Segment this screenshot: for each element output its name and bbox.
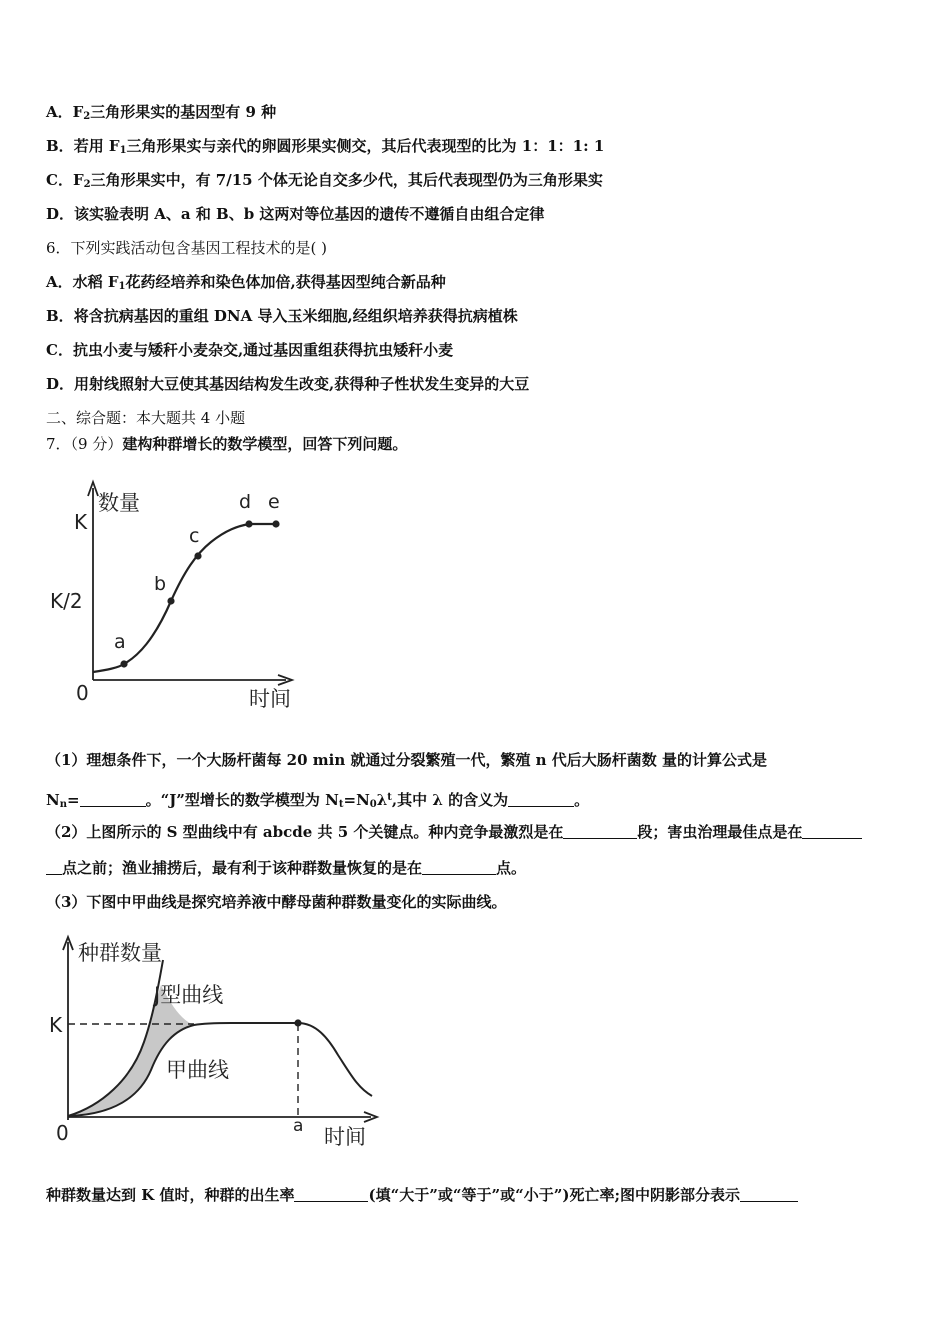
q5-option-c: C．$F_2$三角形果实中，有 7/15 个体无论自交多少代，其后代表现型仍为三角形果实 [46,171,603,190]
q7-part2-line2: 点之前；渔业捕捞后，最有利于该种群数量恢复的是在 点。 [46,858,526,878]
fig1-y-label: 数量 [98,491,140,515]
q5-option-b: B．若用 $F_1$三角形果实与亲代的卵圆形果实侧交，其后代表现型的比为 1：1：1: 1 [46,137,605,156]
blank-fishing-point[interactable] [422,860,496,875]
fig1-k-label: K [74,510,88,534]
fig2-y-label: 种群数量 [78,941,162,965]
fig1-label-c: c [189,525,200,547]
blank-birth-rate[interactable] [294,1187,368,1202]
q5-option-d: D．该实验表明 A、a 和 B、b 这两对等位基因的遗传不遵循自由组合定律 [46,205,545,223]
q6-option-d: D．用射线照射大豆使其基因结构发生改变,获得种子性状发生变异的大豆 [46,375,530,393]
blank-shaded-meaning[interactable] [740,1187,798,1202]
fig1-half-k-label: K/2 [50,589,83,613]
j-curve-figure [46,930,386,1155]
fig2-point-a [294,1019,301,1026]
fig2-a-label: a [293,1116,304,1136]
q6-option-b: B．将含抗病基因的重组 DNA 导入玉米细胞,经组织培养获得抗病植株 [46,307,518,325]
q7-part2-line1: （2）上图所示的 S 型曲线中有 abcde 共 5 个关键点。种内竞争最激烈是在 段；害虫治理最佳点是在 [46,822,862,842]
q7-part3: （3）下图中甲曲线是探究培养液中酵母菌种群数量变化的实际曲线。 [46,893,507,911]
fig1-label-a: a [114,631,126,653]
fig2-x-label: 时间 [324,1125,366,1149]
fig1-point-d [245,520,252,527]
q7-part1-line2: $N_n=$ 。“J”型增长的数学模型为 $N_t=N_0\lambda^t$,其中 λ 的含义为 。 [46,791,590,810]
fig2-k-label: K [49,1013,63,1037]
blank-lambda[interactable] [508,792,574,807]
q6-option-a: A．水稻 $F_1$花药经培养和染色体加倍,获得基因型纯合新品种 [46,273,446,292]
q7-part3-question: 种群数量达到 K 值时，种群的出生率 (填“大于”或“等于”或“小于”)死亡率;图中阴影部分表示 [46,1185,798,1205]
fig1-label-e: e [268,491,280,513]
fig1-label-d: d [239,491,252,513]
q7-stem: 7．（9 分）建构种群增长的数学模型，回答下列问题。 [46,435,408,453]
q7-part1-line1: （1）理想条件下，一个大肠杆菌每 20 min 就通过分裂繁殖一代，繁殖 n 代后大肠杆菌数 量的计算公式是 [46,751,768,769]
blank-pest-point[interactable] [802,824,862,839]
q6-stem: 6．下列实践活动包含基因工程技术的是( ) [46,239,328,257]
q6-option-c: C．抗虫小麦与矮秆小麦杂交,通过基因重组获得抗虫矮秆小麦 [46,341,454,359]
blank-competition[interactable] [563,824,637,839]
fig1-origin: 0 [76,681,89,705]
fig1-label-b: b [154,573,167,595]
blank-pest-point-cont[interactable] [46,860,62,875]
fig1-point-a [120,660,127,667]
blank-formula[interactable] [80,792,146,807]
s-curve-figure [46,470,316,720]
fig1-x-label: 时间 [249,687,291,711]
fig2-origin: 0 [56,1121,69,1145]
fig2-j-label: J型曲线 [154,983,224,1007]
q5-option-a: A．$F_2$三角形果实的基因型有 9 种 [46,103,277,122]
fig1-point-e [272,520,279,527]
fig1-point-c [194,552,201,559]
fig2-jia-label: 甲曲线 [166,1058,229,1082]
fig1-point-b [167,597,174,604]
section-heading: 二、综合题：本大题共 4 小题 [46,409,246,427]
